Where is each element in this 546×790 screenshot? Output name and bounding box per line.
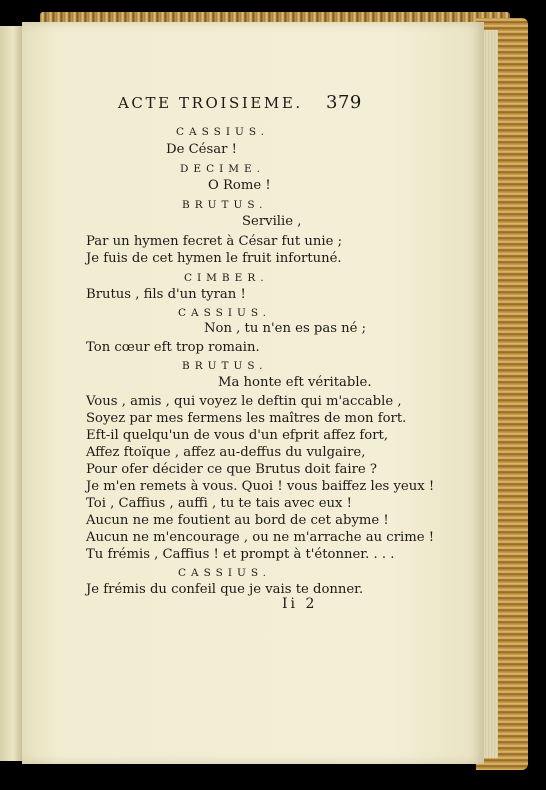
speaker-name: CIMBER.	[184, 272, 269, 284]
verse-line: Soyez par mes fermens les maîtres de mon fort.	[86, 411, 407, 426]
facing-page-edge	[0, 26, 22, 761]
verse-line: Par un hymen fecret à César fut unie ;	[86, 234, 343, 249]
verse-line: Brutus , fils d'un tyran !	[86, 287, 246, 302]
verse-line: Servilie ,	[242, 214, 302, 229]
verse-line: Tu frémis , Caffius ! et prompt à t'étonner. . . .	[86, 547, 395, 562]
verse-line: Ma honte eft véritable.	[218, 375, 372, 390]
speaker-name: CASSIUS.	[176, 126, 269, 138]
verse-line: O Rome !	[208, 178, 271, 193]
speaker-name: DECIME.	[180, 163, 266, 175]
verse-line: De César !	[166, 142, 237, 157]
verse-line: Je fuis de cet hymen le fruit infortuné.	[86, 251, 342, 266]
speaker-name: BRUTUS.	[182, 199, 268, 211]
verse-line: Eft-il quelqu'un de vous d'un efprit affez fort,	[86, 428, 389, 443]
verse-line: Non , tu n'en es pas né ;	[204, 321, 367, 336]
page-number: 379	[326, 92, 362, 113]
verse-line: Je frémis du confeil que je vais te donner.	[86, 582, 364, 597]
speaker-name: BRUTUS.	[182, 360, 268, 372]
signature-mark: Ii 2	[282, 596, 318, 612]
page-stack-edge	[484, 30, 498, 758]
verse-line: Aucun ne me foutient au bord de cet abyme !	[86, 513, 389, 528]
speaker-name: CASSIUS.	[178, 567, 271, 579]
verse-line: Aucun ne m'encourage , ou ne m'arrache au crime !	[86, 530, 435, 545]
verse-line: Je m'en remets à vous. Quoi ! vous baiffez les yeux !	[86, 479, 435, 494]
running-title: ACTE TROISIEME.	[118, 94, 303, 112]
verse-line: Toi , Caffius , auffi , tu te tais avec eux !	[86, 496, 352, 511]
speaker-name: CASSIUS.	[178, 307, 271, 319]
verse-line: Affez ftoïque , affez au-deffus du vulgaire,	[86, 445, 366, 460]
verse-line: Vous , amis , qui voyez le deftin qui m'accable ,	[86, 394, 402, 409]
verse-line: Pour ofer décider ce que Brutus doit faire ?	[86, 462, 377, 477]
verse-line: Ton cœur eft trop romain.	[86, 340, 260, 355]
